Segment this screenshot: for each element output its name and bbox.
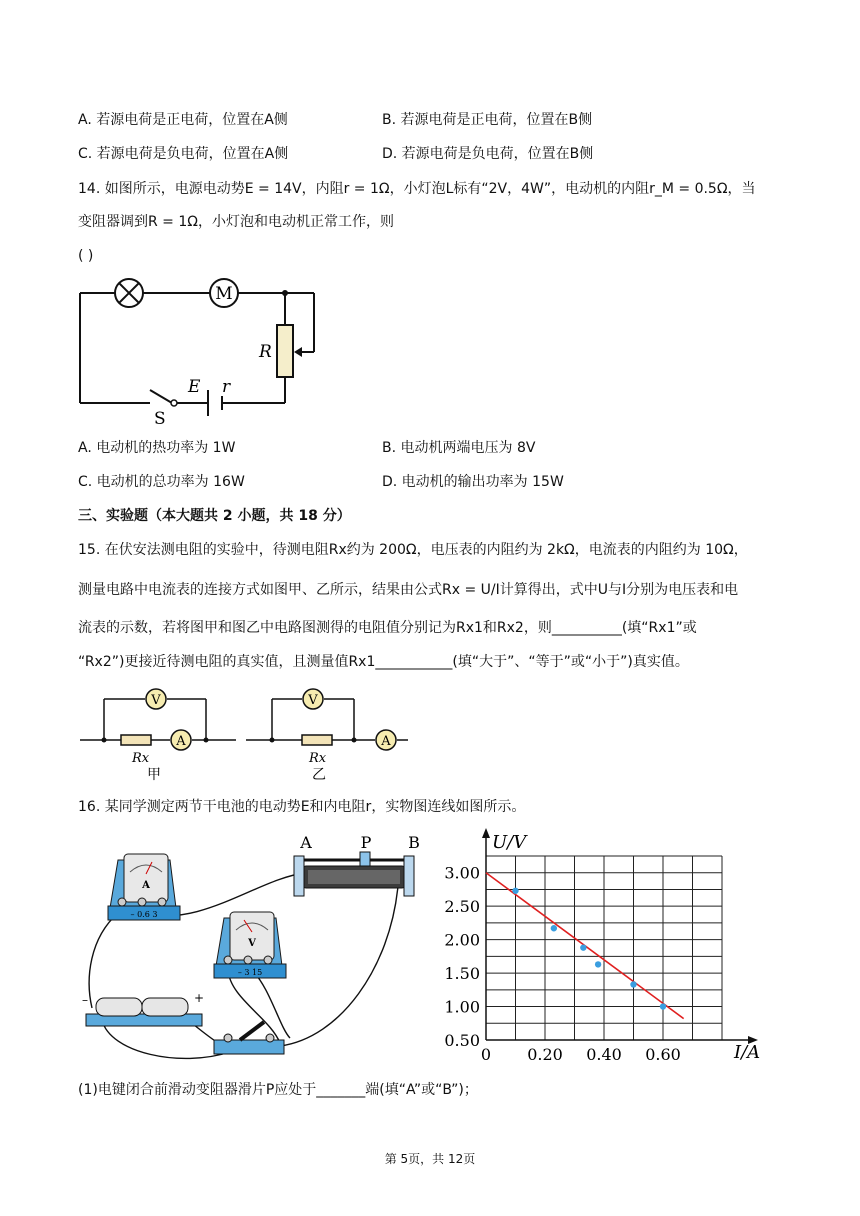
- q15-circuit-jia: [76, 686, 246, 786]
- q14-option-b: B. 电动机两端电压为 8V: [382, 440, 536, 456]
- rheostat-end-a: A: [300, 833, 312, 852]
- y-tick-label: 2.50: [444, 897, 480, 917]
- motor-label: M: [215, 284, 233, 304]
- voltmeter-scale: – 3 15: [237, 968, 263, 977]
- q16-subquestion-1: (1)电键闭合前滑动变阻器滑片P应处于_______端(填“A”或“B”)；: [78, 1082, 478, 1098]
- y-tick-label: 1.00: [444, 997, 480, 1017]
- q15-stem-line1: 15. 在伏安法测电阻的实验中，待测电阻Rx约为 200Ω，电压表的内阻约为 2kΩ，电流表的内阻约为 10Ω，: [78, 542, 748, 558]
- x-tick-label: 0.60: [645, 1045, 681, 1064]
- voltmeter-letter: V: [248, 938, 256, 949]
- data-point: [512, 888, 518, 894]
- switch: [214, 1022, 284, 1054]
- y-tick-label: 3.00: [444, 863, 480, 883]
- battery-plus: +: [194, 991, 205, 1005]
- page-footer: 第 5页，共 12页: [384, 1152, 476, 1166]
- q15-stem-line2: 测量电路中电流表的连接方式如图甲、乙所示，结果由公式Rx = U/I计算得出，式中U与I分别为电压表和电: [78, 582, 739, 598]
- ammeter-scale: – 0.6 3: [130, 910, 158, 919]
- q13-option-d: D. 若源电荷是负电荷，位置在B侧: [382, 146, 594, 162]
- section-heading: 三、实验题（本大题共 2 小题，共 18 分）: [78, 508, 351, 524]
- ammeter-letter: A: [142, 880, 150, 891]
- rheostat-end-b: B: [408, 833, 420, 852]
- figure-caption: 甲: [147, 767, 161, 783]
- data-point: [630, 981, 636, 987]
- rheostat: [294, 833, 420, 896]
- rx-label: Rx: [132, 751, 150, 766]
- y-tick-label: 0.50: [444, 1031, 480, 1050]
- data-point: [660, 1003, 666, 1009]
- y-tick-label: 1.50: [444, 964, 480, 984]
- q13-option-c: C. 若源电荷是负电荷，位置在A侧: [78, 146, 289, 162]
- data-point: [595, 961, 601, 967]
- q14-option-c: C. 电动机的总功率为 16W: [78, 474, 245, 490]
- voltmeter-label: V: [308, 693, 318, 708]
- ui-chart: [436, 826, 776, 1066]
- q15-stem-line4: “Rx2”)更接近待测电阻的真实值，且测量值Rx1___________(填“大于”、“等于”或“小于”)真实值。: [78, 654, 689, 670]
- q15-circuit-yi: [242, 686, 412, 786]
- y-axis-label: U/V: [492, 832, 527, 853]
- q13-option-b: B. 若源电荷是正电荷，位置在B侧: [382, 112, 593, 128]
- data-point: [551, 925, 557, 931]
- switch-label: S: [154, 409, 166, 429]
- figure-caption: 乙: [312, 767, 326, 783]
- internal-resistance-label: r: [222, 377, 231, 397]
- x-tick-label: 0.40: [586, 1045, 622, 1064]
- x-axis-label: I/A: [734, 1042, 761, 1063]
- x-tick-label: 0.20: [527, 1045, 563, 1064]
- voltmeter: [214, 912, 286, 978]
- q14-stem-line1: 14. 如图所示，电源电动势E = 14V，内阻r = 1Ω，小灯泡L标有“2V，4W”，电动机的内阻r_M = 0.5Ω，当: [78, 181, 756, 197]
- ammeter-label: A: [381, 734, 391, 749]
- ammeter-label: A: [176, 734, 186, 749]
- battery-minus: –: [82, 993, 88, 1007]
- data-point: [580, 944, 586, 950]
- q14-circuit-diagram: [70, 272, 330, 432]
- q14-option-d: D. 电动机的输出功率为 15W: [382, 474, 564, 490]
- x-tick-label: 0: [480, 1045, 492, 1064]
- q14-answer-paren: ( ): [78, 248, 94, 264]
- rheostat-label: R: [259, 342, 272, 362]
- emf-label: E: [188, 377, 201, 397]
- y-tick-label: 2.00: [444, 930, 480, 950]
- q14-option-a: A. 电动机的热功率为 1W: [78, 440, 236, 456]
- ammeter: [108, 854, 180, 920]
- q16-apparatus-figure: [80, 828, 440, 1068]
- rx-label: Rx: [309, 751, 327, 766]
- q15-stem-line3: 流表的示数，若将图甲和图乙中电路图测得的电阻值分别记为Rx1和Rx2，则__________(填“Rx1”或: [78, 620, 697, 636]
- battery-holder: [82, 991, 204, 1026]
- q14-stem-line2: 变阻器调到R = 1Ω，小灯泡和电动机正常工作，则: [78, 214, 394, 230]
- y-axis-arrow: [482, 828, 490, 838]
- q13-option-a: A. 若源电荷是正电荷，位置在A侧: [78, 112, 288, 128]
- rheostat-slider-p: P: [360, 833, 372, 852]
- voltmeter-label: V: [151, 693, 161, 708]
- q16-stem-line1: 16. 某同学测定两节干电池的电动势E和内电阻r，实物图连线如图所示。: [78, 799, 526, 815]
